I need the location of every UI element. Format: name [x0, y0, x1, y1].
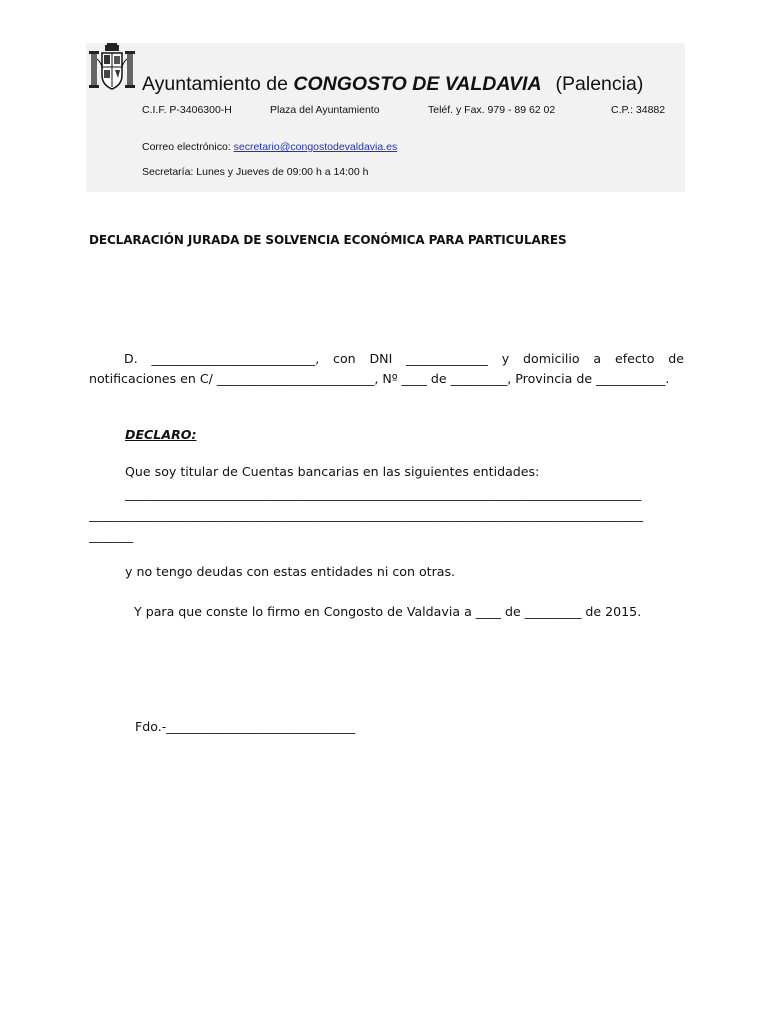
address: Plaza del Ayuntamiento: [270, 104, 380, 116]
email-label: Correo electrónico:: [142, 141, 234, 153]
phone: Teléf. y Fax. 979 - 89 62 02: [428, 104, 556, 116]
cif: C.I.F. P-3406300-H: [142, 104, 232, 116]
coat-of-arms-icon: [88, 43, 136, 93]
letterhead: [86, 43, 685, 192]
accounts-blank-lines: [89, 483, 684, 546]
no-debts-statement: y no tengo deudas con estas entidades ni con otras.: [125, 564, 456, 579]
email-line: [142, 141, 397, 153]
signature-line: Fdo.-______________________________: [135, 719, 356, 734]
declarant-paragraph: D. __________________________, con DNI _____________ y domicilio a efecto de notificaciones en C/ _________________________, Nº ____ de _________, Provincia de ___________.: [89, 351, 684, 386]
blank-line: __________________________________________________________________________________: [125, 486, 642, 501]
blank-line: ________________________________________________________________________________________: [89, 507, 644, 522]
blank-line: _______: [89, 528, 134, 543]
town-name: CONGOSTO DE VALDAVIA: [293, 73, 542, 95]
office-hours: Secretaría: Lunes y Jueves de 09:00 h a 14:00 h: [142, 166, 369, 178]
document-title: DECLARACIÓN JURADA DE SOLVENCIA ECONÓMICA PARA PARTICULARES: [89, 233, 567, 247]
accounts-line: Que soy titular de Cuentas bancarias en las siguientes entidades:: [125, 464, 540, 479]
signature-place-date: Y para que conste lo firmo en Congosto de Valdavia a ____ de _________ de 2015.: [134, 604, 642, 619]
declaro-heading: DECLARO:: [125, 427, 197, 442]
title-prefix: Ayuntamiento de: [142, 73, 294, 95]
province: (Palencia): [555, 73, 644, 95]
letterhead-title: [142, 73, 643, 96]
postal-code: C.P.: 34882: [611, 104, 666, 116]
email-link[interactable]: secretario@congostodevaldavia.es: [233, 141, 398, 153]
